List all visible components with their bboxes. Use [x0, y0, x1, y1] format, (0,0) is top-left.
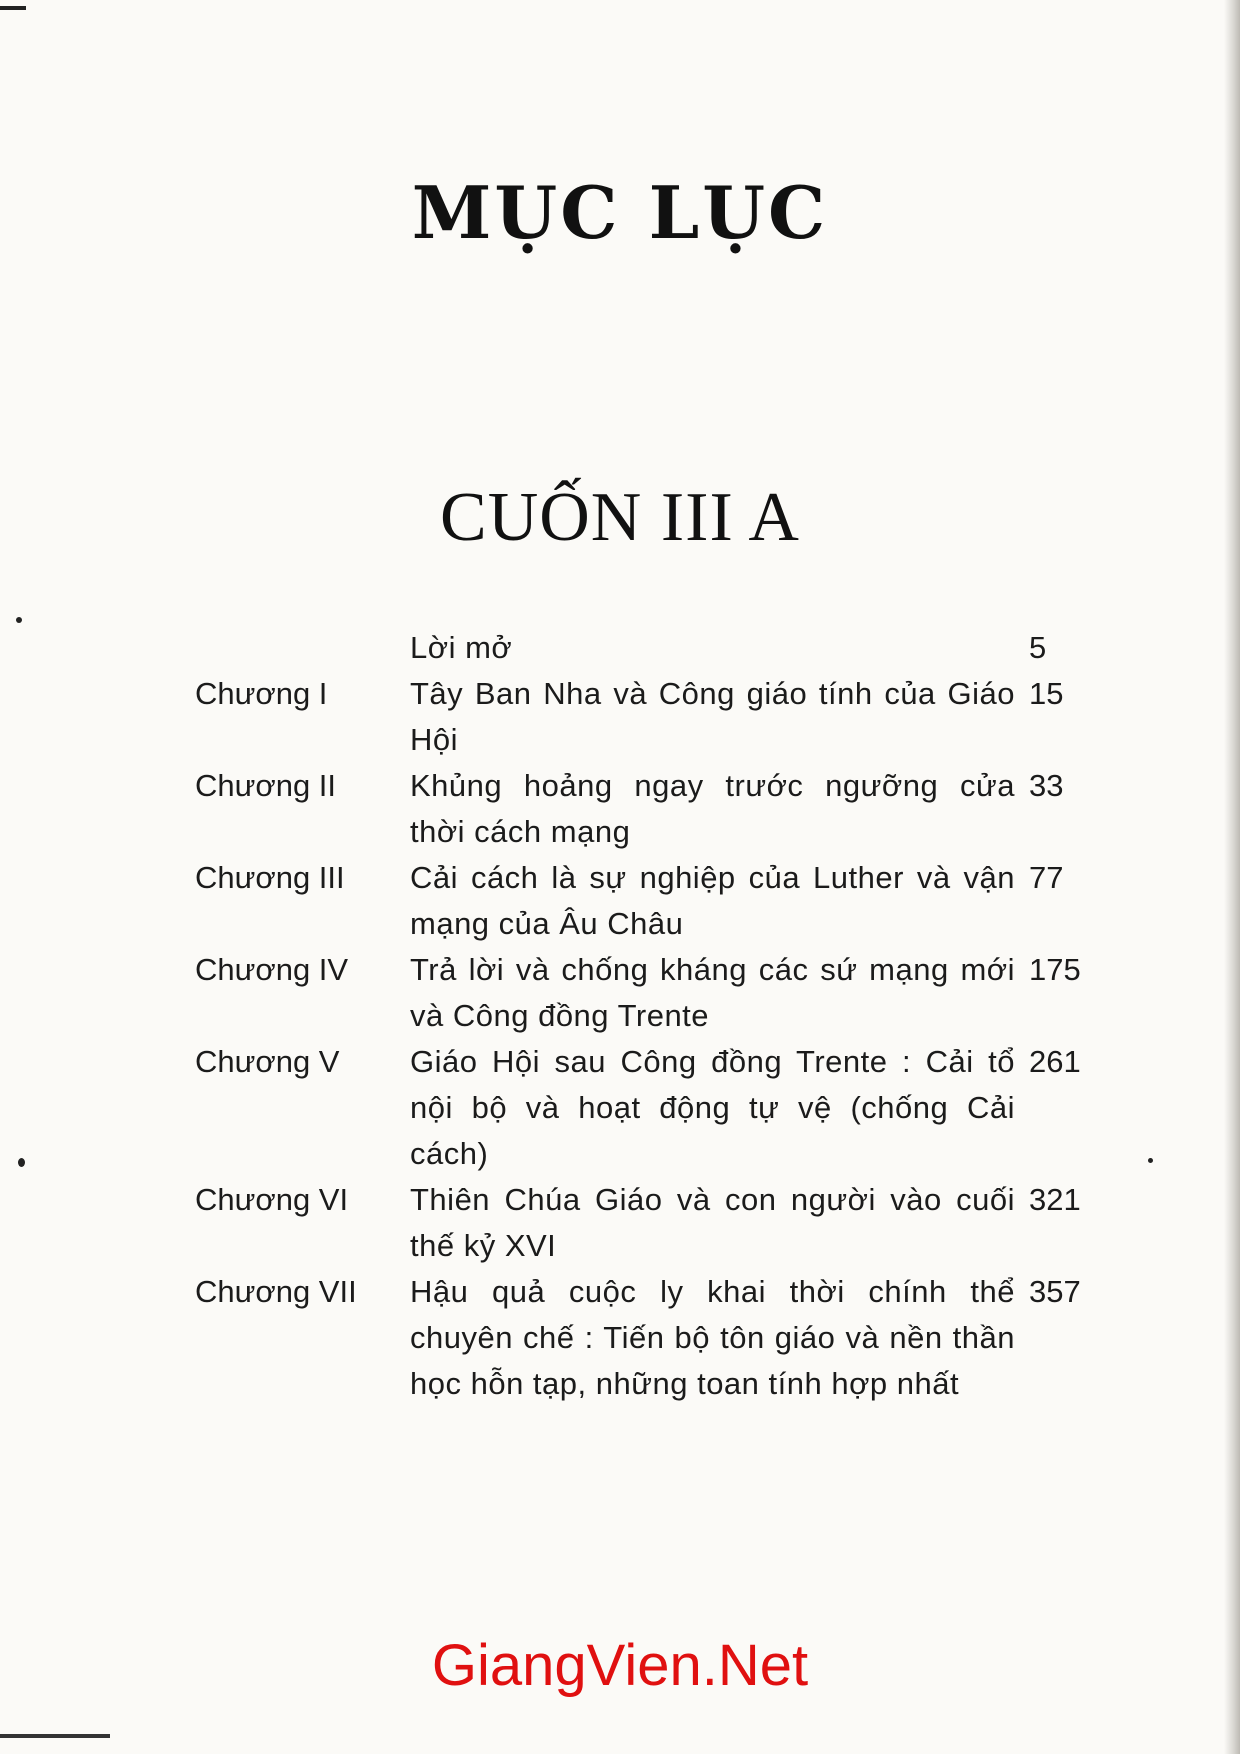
chapter-label: Chương II: [195, 768, 337, 803]
page-edge-shadow: [1224, 0, 1240, 1754]
scan-speck: [18, 1158, 25, 1167]
scan-speck: [16, 617, 22, 623]
chapter-title: Hậu quả cuộc ly khai thời chính thể chuyên chế : Tiến bộ tôn giáo và nền thần học hỗn tạp, những toan tính hợp nhất: [410, 1274, 1015, 1401]
volume-title: CUỐN III A: [440, 479, 800, 556]
chapter-title: Tây Ban Nha và Công giáo tính của Giáo Hội: [410, 676, 1015, 757]
chapter-title: Cải cách là sự nghiệp của Luther và vận mạng của Âu Châu: [410, 860, 1015, 941]
toc-entry[interactable]: [195, 763, 1095, 855]
scan-speck: [1148, 1158, 1153, 1163]
toc-entry[interactable]: [195, 855, 1095, 947]
page-number: 77: [1029, 860, 1064, 895]
page-title: MỤC LỤC: [411, 170, 829, 255]
toc-entry[interactable]: [195, 1177, 1095, 1269]
toc-entry[interactable]: [195, 947, 1095, 1039]
chapter-label: Chương IV: [195, 952, 349, 987]
page-number: 261: [1029, 1044, 1081, 1079]
chapter-label: Chương III: [195, 860, 345, 895]
chapter-title: Trả lời và chống kháng các sứ mạng mới và Công đồng Trente: [410, 952, 1015, 1033]
toc-entry[interactable]: [195, 671, 1095, 763]
toc-entry[interactable]: [195, 625, 1095, 671]
table-of-contents: [195, 625, 1095, 1407]
chapter-title: Giáo Hội sau Công đồng Trente : Cải tổ nội bộ và hoạt động tự vệ (chống Cải cách): [410, 1044, 1015, 1171]
scan-edge-mark: [0, 6, 26, 10]
chapter-title: Thiên Chúa Giáo và con người vào cuối thế kỷ XVI: [410, 1182, 1015, 1263]
toc-entry[interactable]: [195, 1039, 1095, 1177]
page-number: 321: [1029, 1182, 1081, 1217]
chapter-label: Chương VI: [195, 1182, 349, 1217]
page-number: 5: [1029, 630, 1047, 665]
watermark-text: GiangVien.Net: [431, 1633, 809, 1698]
scan-edge-mark: [0, 1734, 110, 1738]
chapter-title: Khủng hoảng ngay trước ngưỡng cửa thời cách mạng: [410, 768, 1015, 849]
page-number: 33: [1029, 768, 1064, 803]
toc-entry[interactable]: [195, 1269, 1095, 1407]
page-number: 15: [1029, 676, 1064, 711]
chapter-label: Chương V: [195, 1044, 340, 1079]
chapter-label: Chương VII: [195, 1274, 357, 1309]
chapter-title: Lời mở: [410, 630, 513, 665]
chapter-label: Chương I: [195, 676, 328, 711]
page-number: 175: [1029, 952, 1081, 987]
page-number: 357: [1029, 1274, 1081, 1309]
